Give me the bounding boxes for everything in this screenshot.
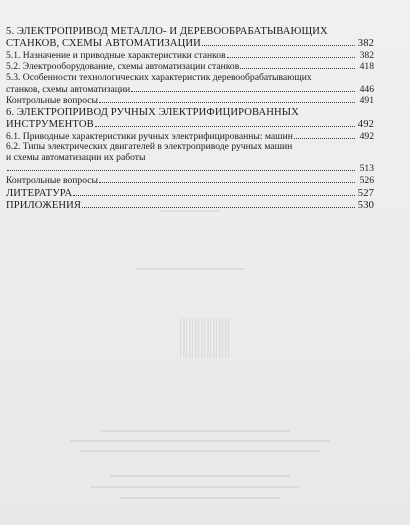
dot-leader	[99, 175, 355, 183]
toc-entry-5-1	[6, 50, 374, 62]
faint-mark	[120, 497, 280, 499]
dot-leader	[202, 37, 355, 46]
toc-entry-title: 6.1. Приводные характеристики ручных электрифицированны: машин	[6, 130, 293, 142]
toc-entry-review-questions-6	[6, 175, 374, 187]
faint-mark	[135, 268, 245, 270]
toc-page-number: 492	[359, 130, 374, 142]
faint-mark	[80, 450, 320, 452]
toc-entry-title: Контрольные вопросы	[6, 95, 98, 107]
toc-entry-6-2	[6, 142, 374, 175]
toc-entry-line: 5.3. Особенности технологических характеристик деревообрабатывающих	[6, 72, 312, 83]
dot-leader	[82, 199, 355, 208]
dot-leader	[73, 187, 355, 196]
toc-entry-title: Контрольные вопросы	[6, 174, 98, 186]
dot-leader	[240, 61, 355, 69]
toc-entry-line: 6.2. Типы электрических двигателей в электроприводе ручных машин	[6, 141, 293, 153]
dot-leader	[294, 131, 355, 139]
dot-leader	[99, 95, 355, 103]
dot-leader	[95, 118, 355, 127]
faint-mark	[110, 475, 290, 477]
toc-entry-title: СТАНКОВ, СХЕМЫ АВТОМАТИЗАЦИИ	[6, 38, 201, 50]
toc-page-number: 418	[359, 61, 374, 73]
toc-entry-section-5	[6, 26, 374, 50]
toc-entry-line: 6. ЭЛЕКТРОПРИВОД РУЧНЫХ ЭЛЕКТРИФИЦИРОВАННЫХ	[6, 106, 299, 118]
toc-entry-review-questions-5	[6, 95, 374, 107]
faint-barcode-mark	[180, 318, 230, 358]
dot-leader	[131, 84, 355, 92]
toc-entry-appendices	[6, 199, 374, 211]
table-of-contents	[6, 26, 374, 211]
toc-page-number: 492	[357, 119, 374, 131]
toc-entry-line: и схемы автоматизации их работы	[6, 151, 146, 163]
toc-entry-literature	[6, 187, 374, 199]
toc-entry-5-3	[6, 73, 374, 95]
faint-mark	[90, 486, 300, 488]
toc-page-number: 491	[359, 95, 374, 107]
toc-entry-title: ЛИТЕРАТУРА	[6, 187, 73, 199]
toc-page-number: 382	[359, 49, 374, 61]
toc-entry-title: ИНСТРУМЕНТОВ	[6, 119, 94, 131]
toc-entry-title: станков, схемы автоматизации	[6, 83, 131, 95]
toc-entry-title: 5.1. Назначение и приводные характеристики станков	[6, 49, 226, 61]
toc-page-number: 513	[359, 163, 374, 175]
faint-mark	[100, 430, 290, 432]
toc-page-number: 382	[357, 38, 374, 50]
toc-entry-title: 5.2. Электрооборудование, схемы автоматизации станков	[6, 61, 240, 73]
dot-leader	[227, 50, 355, 58]
toc-page-number: 526	[359, 174, 374, 186]
toc-page-number: 530	[357, 199, 374, 211]
toc-entry-line: 5. ЭЛЕКТРОПРИВОД МЕТАЛЛО- И ДЕРЕВООБРАБАТЫВАЮЩИХ	[6, 26, 328, 37]
toc-entry-section-6	[6, 107, 374, 131]
toc-page-number: 446	[359, 83, 374, 95]
faint-mark	[70, 440, 330, 442]
toc-page-number: 527	[357, 187, 374, 199]
dot-leader	[7, 163, 355, 171]
toc-entry-title: ПРИЛОЖЕНИЯ	[6, 199, 82, 211]
